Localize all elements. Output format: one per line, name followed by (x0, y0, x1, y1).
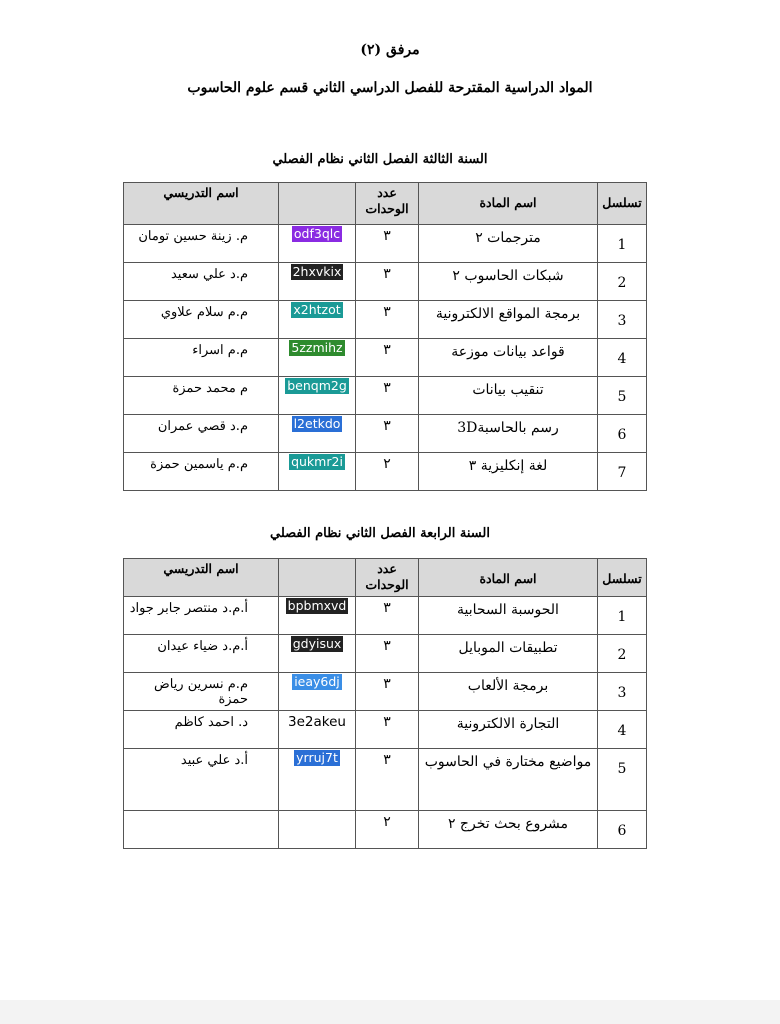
teacher-name-cell: م.م اسراء (124, 339, 279, 377)
table-row (124, 635, 647, 673)
class-code: l2etkdo (293, 416, 341, 431)
table-row (124, 301, 647, 339)
subject-name-cell: التجارة الالكترونية (419, 711, 598, 749)
class-code-cell (279, 339, 356, 377)
header-seq: تسلسل (598, 559, 647, 597)
table-row (124, 415, 647, 453)
teacher-name-cell: أ.م.د ضياء عيدان (124, 635, 279, 673)
units-cell: ٣ (356, 415, 419, 453)
units-cell: ٣ (356, 377, 419, 415)
table-row (124, 673, 647, 711)
teacher-name-cell: د. احمد كاظم (124, 711, 279, 749)
section-heading-third-year: السنة الثالثة الفصل الثاني نظام الفصلي (272, 152, 488, 167)
class-code: qukmr2i (291, 454, 343, 469)
header-seq: تسلسل (598, 183, 647, 225)
header-subject: اسم المادة (419, 559, 598, 597)
seq-cell: 4 (598, 339, 647, 377)
seq-cell: 1 (598, 225, 647, 263)
seq-cell: 5 (598, 749, 647, 811)
subject-name-cell: شبكات الحاسوب ٢ (419, 263, 598, 301)
page-bottom-strip (0, 1000, 780, 1024)
table-row (124, 749, 647, 811)
class-code: benqm2g (287, 378, 347, 393)
header-units (356, 559, 419, 597)
subject-name-cell: مواضيع مختارة في الحاسوب (419, 749, 598, 811)
subject-name-cell: قواعد بيانات موزعة (419, 339, 598, 377)
teacher-name-cell: م.د علي سعيد (124, 263, 279, 301)
header-code (279, 559, 356, 597)
table-header-row (124, 559, 647, 597)
table-row (124, 453, 647, 491)
subject-name-cell: برمجة المواقع الالكترونية (419, 301, 598, 339)
class-code-cell (279, 673, 356, 711)
units-cell: ٣ (356, 711, 419, 749)
document-title: مرفق (٢) (360, 42, 420, 58)
seq-cell: 3 (598, 301, 647, 339)
header-units-line1: عدد (377, 185, 397, 200)
units-cell: ٣ (356, 263, 419, 301)
section-heading-fourth-year: السنة الرابعة الفصل الثاني نظام الفصلي (270, 526, 490, 541)
class-code: bpbmxvd (287, 598, 347, 613)
subject-name-cell: لغة إنكليزية ٣ (419, 453, 598, 491)
subject-name-cell: تنقيب بيانات (419, 377, 598, 415)
class-code: odf3qlc (293, 226, 341, 241)
seq-cell: 7 (598, 453, 647, 491)
header-code (279, 183, 356, 225)
table-row (124, 711, 647, 749)
class-code: x2htzot (293, 302, 341, 317)
units-cell: ٣ (356, 635, 419, 673)
units-cell: ٣ (356, 225, 419, 263)
class-code-cell (279, 263, 356, 301)
class-code-cell (279, 377, 356, 415)
header-units-line1: عدد (377, 561, 397, 576)
header-subject: اسم المادة (419, 183, 598, 225)
units-cell: ٣ (356, 339, 419, 377)
table-body-fourth-year (124, 597, 647, 849)
units-cell: ٣ (356, 673, 419, 711)
header-teacher: اسم التدريسي (124, 183, 279, 225)
subjects-table-fourth-year (123, 558, 647, 849)
seq-cell: 2 (598, 263, 647, 301)
class-code-cell (279, 225, 356, 263)
teacher-name-cell: أ.د علي عبيد (124, 749, 279, 811)
subject-name-cell: تطبيقات الموبايل (419, 635, 598, 673)
seq-cell: 6 (598, 415, 647, 453)
class-code: ieay6dj (294, 674, 340, 689)
table-header-row (124, 183, 647, 225)
seq-cell: 4 (598, 711, 647, 749)
document-subtitle: المواد الدراسية المقترحة للفصل الدراسي الثاني قسم علوم الحاسوب (187, 80, 593, 96)
subject-name-cell: مترجمات ٢ (419, 225, 598, 263)
teacher-name-cell (124, 811, 279, 849)
table-row (124, 225, 647, 263)
class-code-cell (279, 749, 356, 811)
units-cell: ٣ (356, 597, 419, 635)
teacher-name-cell: أ.م.د منتصر جابر جواد (124, 597, 279, 635)
teacher-name-cell: م.د قصي عمران (124, 415, 279, 453)
table-row (124, 339, 647, 377)
table-row (124, 377, 647, 415)
teacher-name-cell: م.م ياسمين حمزة (124, 453, 279, 491)
teacher-name-cell: م.م نسرين رياض حمزة (124, 673, 279, 711)
seq-cell: 3 (598, 673, 647, 711)
class-code-cell (279, 453, 356, 491)
class-code: 3e2akeu (288, 714, 346, 730)
units-cell: ٢ (356, 811, 419, 849)
header-units-line2: الوحدات (365, 577, 409, 592)
subjects-table-third-year (123, 182, 647, 491)
class-code: 2hxvkix (292, 264, 342, 279)
class-code: yrruj7t (296, 750, 338, 765)
table-row (124, 597, 647, 635)
seq-cell: 6 (598, 811, 647, 849)
subject-name-cell: برمجة الألعاب (419, 673, 598, 711)
subject-name-cell: رسم بالحاسبة3D (419, 415, 598, 453)
units-cell: ٢ (356, 453, 419, 491)
table-row (124, 811, 647, 849)
teacher-name-cell: م. زينة حسين تومان (124, 225, 279, 263)
table-body-third-year (124, 225, 647, 491)
class-code: gdyisux (292, 636, 342, 651)
units-cell: ٣ (356, 749, 419, 811)
subject-name-cell: الحوسبة السحابية (419, 597, 598, 635)
class-code-cell (279, 415, 356, 453)
units-cell: ٣ (356, 301, 419, 339)
class-code-cell (279, 301, 356, 339)
seq-cell: 5 (598, 377, 647, 415)
class-code-cell (279, 811, 356, 849)
subject-name-cell: مشروع بحث تخرج ٢ (419, 811, 598, 849)
class-code-cell (279, 635, 356, 673)
seq-cell: 2 (598, 635, 647, 673)
header-teacher: اسم التدريسي (124, 559, 279, 597)
seq-cell: 1 (598, 597, 647, 635)
header-units-line2: الوحدات (365, 201, 409, 216)
header-units (356, 183, 419, 225)
teacher-name-cell: م محمد حمزة (124, 377, 279, 415)
table-row (124, 263, 647, 301)
class-code-cell (279, 597, 356, 635)
teacher-name-cell: م.م سلام علاوي (124, 301, 279, 339)
class-code-cell (279, 711, 356, 749)
class-code: 5zzmihz (291, 340, 343, 355)
